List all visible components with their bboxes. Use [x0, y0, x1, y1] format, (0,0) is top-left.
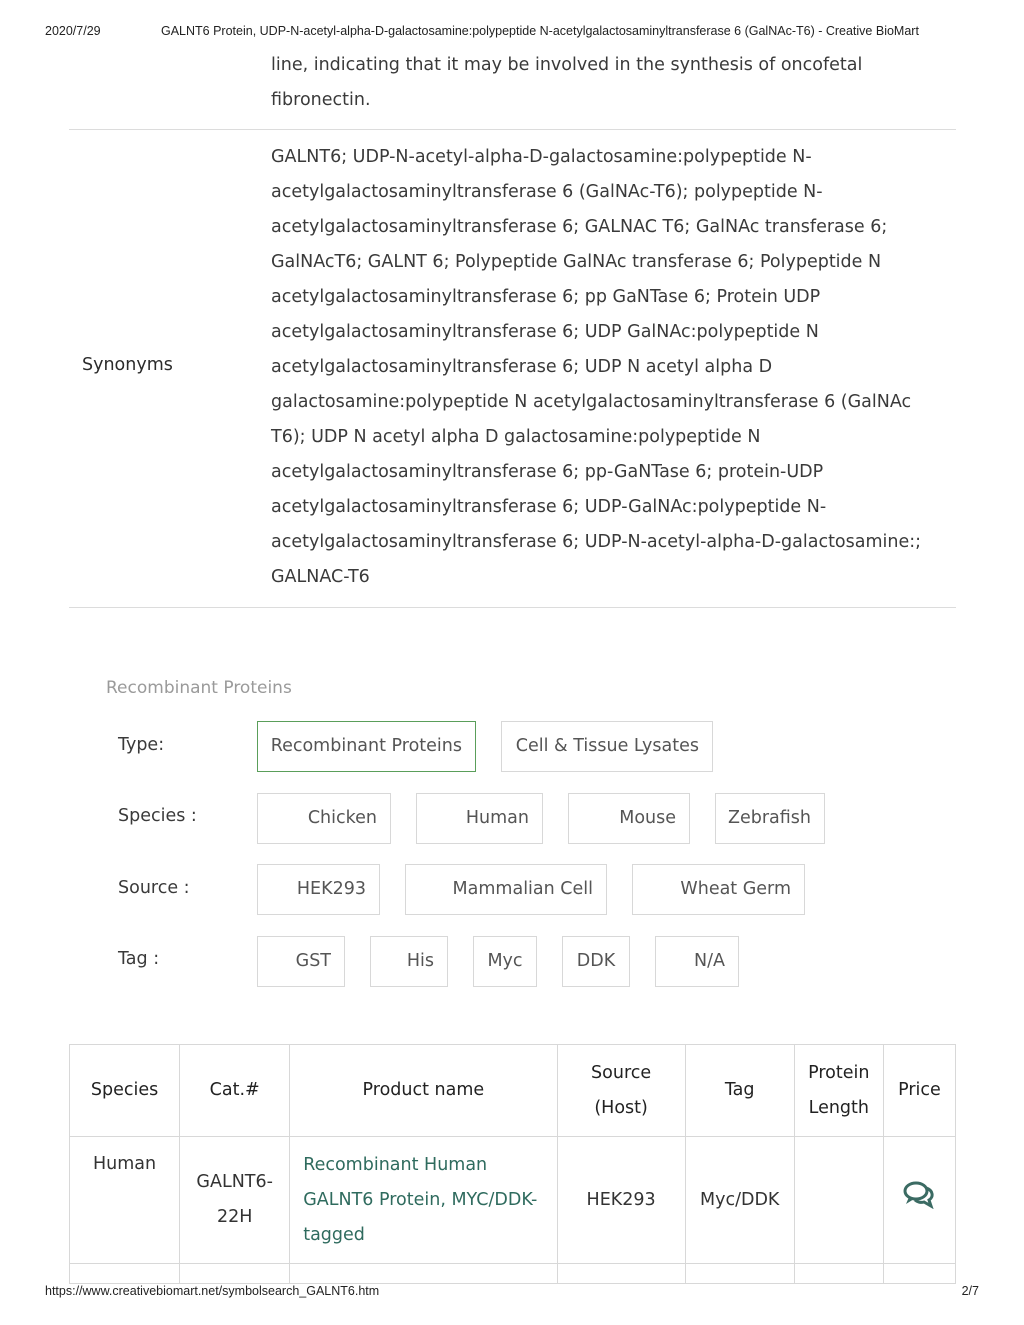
type-label: Type: — [118, 735, 165, 755]
header-species: Species — [70, 1045, 180, 1137]
synonyms-label: Synonyms — [82, 355, 173, 375]
cell-price — [883, 1137, 955, 1264]
source-option-mammalian-cell[interactable]: Mammalian Cell — [405, 864, 607, 915]
species-option-human[interactable]: Human — [416, 793, 543, 844]
print-title: GALNT6 Protein, UDP-N-acetyl-alpha-D-galactosamine:polypeptide N-acetylgalactosaminyltransferase 6 (GalNAc-T6) - Creative BioMart — [161, 24, 919, 38]
cell-tag: Myc/DDK — [685, 1137, 794, 1264]
species-option-mouse[interactable]: Mouse — [568, 793, 690, 844]
type-option-cell-tissue-lysates[interactable]: Cell & Tissue Lysates — [501, 721, 713, 772]
header-tag: Tag — [685, 1045, 794, 1137]
print-url: https://www.creativebiomart.net/symbolsearch_GALNT6.htm — [45, 1284, 380, 1298]
print-date: 2020/7/29 — [45, 24, 101, 38]
species-label: Species : — [118, 806, 197, 826]
cell-species: Human — [70, 1137, 180, 1264]
table-row — [70, 1264, 956, 1284]
cell-cat: GALNT6-22H — [180, 1137, 290, 1264]
header-price: Price — [883, 1045, 955, 1137]
source-label: Source : — [118, 878, 190, 898]
tag-option-his[interactable]: His — [370, 936, 448, 987]
table-row — [70, 1137, 956, 1264]
header-cat: Cat.# — [180, 1045, 290, 1137]
synonyms-text: GALNT6; UDP-N-acetyl-alpha-D-galactosamine:polypeptide N-acetylgalactosaminyltransferase 6 (GalNAc-T6); polypeptide N-acetylgalactosaminyltransferase 6; GALNAC T6; GalNAc transferase 6; GalNAcT6; GALNT 6; Polypeptide GalNAc transferase 6; Polypeptide N acetylgalactosaminyltransferase 6; pp GaNTase 6; Protein UDP acetylgalactosaminyltransferase 6; UDP GalNAc:polypeptide N acetylgalactosaminyltransferase 6; UDP N acetyl alpha D galactosamine:polypeptide N acetylgalactosaminyltransferase 6 (GalNAc T6); UDP N acetyl alpha D galactosamine:polypeptide N acetylgalactosaminyltransferase 6; pp-GaNTase 6; protein-UDP acetylgalactosaminyltransferase 6; UDP-GalNAc:polypeptide N-acetylgalactosaminyltransferase 6; UDP-N-acetyl-alpha-D-galactosamine:; GALNAC-T6 — [271, 147, 922, 587]
type-option-recombinant-proteins[interactable]: Recombinant Proteins — [257, 721, 476, 772]
page-number: 2/7 — [961, 1284, 979, 1298]
product-table — [69, 1044, 956, 1284]
divider — [69, 607, 956, 608]
tag-option-na[interactable]: N/A — [655, 936, 739, 987]
header-protein-length: Protein Length — [794, 1045, 883, 1137]
header-source: Source (Host) — [557, 1045, 685, 1137]
tag-option-myc[interactable]: Myc — [473, 936, 537, 987]
species-option-zebrafish[interactable]: Zebrafish — [715, 793, 825, 844]
table-header-row — [70, 1045, 956, 1137]
source-option-hek293[interactable]: HEK293 — [257, 864, 380, 915]
cell-source: HEK293 — [557, 1137, 685, 1264]
section-title: Recombinant Proteins — [106, 678, 292, 698]
species-option-chicken[interactable]: Chicken — [257, 793, 391, 844]
tag-option-gst[interactable]: GST — [257, 936, 345, 987]
cell-protein-length — [794, 1137, 883, 1264]
source-option-wheat-germ[interactable]: Wheat Germ — [632, 864, 805, 915]
chat-bubbles-icon[interactable] — [902, 1179, 936, 1209]
tag-option-ddk[interactable]: DDK — [562, 936, 630, 987]
divider — [69, 129, 956, 130]
description-tail: line, indicating that it may be involved in the synthesis of oncofetal fibronectin. — [271, 55, 863, 110]
header-product-name: Product name — [290, 1045, 557, 1137]
tag-label: Tag : — [118, 949, 160, 969]
product-link[interactable]: Recombinant Human GALNT6 Protein, MYC/DDK-tagged — [290, 1137, 557, 1264]
